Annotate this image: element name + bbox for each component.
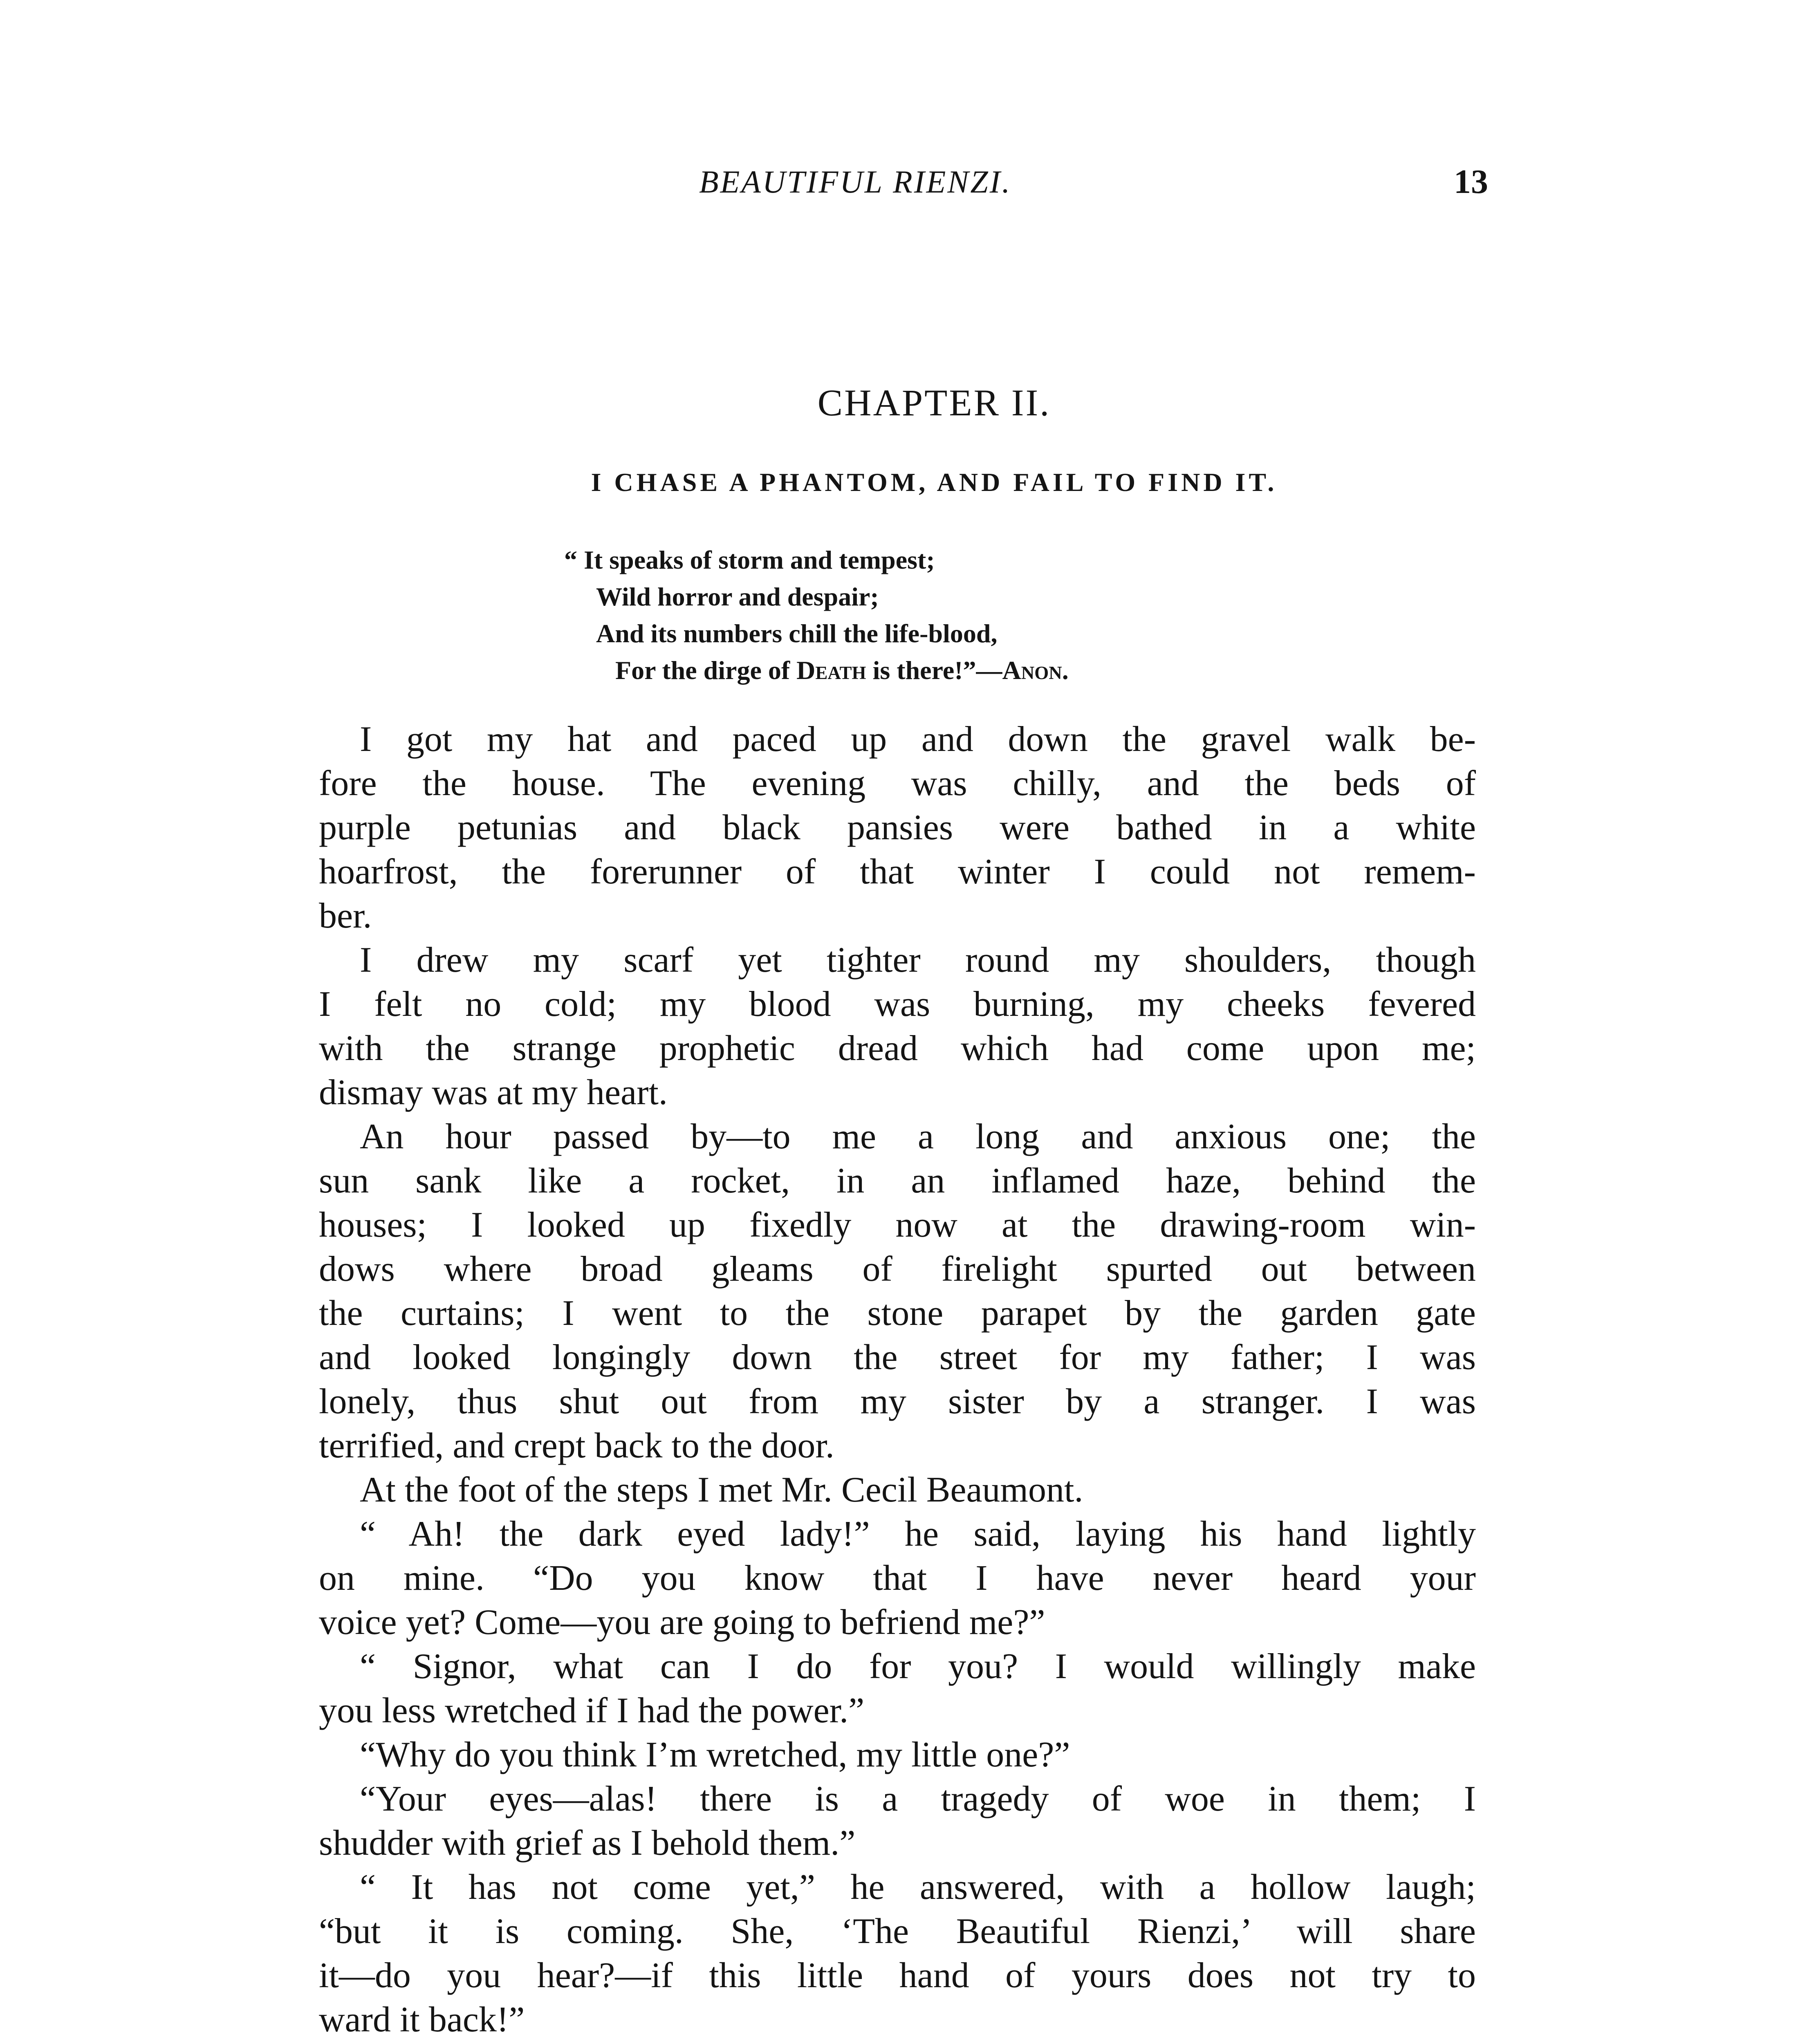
epigraph-attribution: Anon. bbox=[1002, 656, 1069, 685]
body-line: ber. bbox=[319, 896, 372, 936]
epigraph-text: For the dirge of bbox=[615, 656, 797, 685]
body-line bbox=[319, 2042, 1476, 2044]
chapter-title: CHAPTER II. bbox=[817, 382, 1051, 424]
epigraph-text: is there!”— bbox=[866, 656, 1002, 685]
running-title: BEAUTIFUL RIENZI. bbox=[699, 164, 1012, 199]
body-line: houses; I looked up fixedly now at the drawing-room win- bbox=[319, 1205, 1476, 1245]
body-line: with the strange prophetic dread which had come upon me; bbox=[319, 1029, 1476, 1068]
body-line: sun sank like a rocket, in an inflamed haze, behind the bbox=[319, 1161, 1476, 1201]
body-line: and looked longingly down the street for my father; I was bbox=[319, 1338, 1476, 1377]
body-line: you less wretched if I had the power.” bbox=[319, 1691, 865, 1730]
epigraph-death: Death bbox=[796, 656, 866, 685]
body-line: At the foot of the steps I met Mr. Cecil Beaumont. bbox=[360, 1470, 1083, 1510]
page-number: 13 bbox=[1454, 163, 1488, 201]
body-line: I drew my scarf yet tighter round my shoulders, though bbox=[360, 940, 1476, 980]
body-line: “Why do you think I’m wretched, my little one?” bbox=[360, 1735, 1070, 1775]
body-line: purple petunias and black pansies were bathed in a white bbox=[319, 808, 1476, 847]
body-line: the curtains; I went to the stone parapet by the garden gate bbox=[319, 1293, 1476, 1333]
body-line: An hour passed by—to me a long and anxious one; the bbox=[360, 1117, 1476, 1156]
chapter-subtitle: I CHASE A PHANTOM, AND FAIL TO FIND IT. bbox=[591, 468, 1278, 497]
epigraph-line: And its numbers chill the life-blood, bbox=[596, 619, 998, 648]
epigraph-line: “ It speaks of storm and tempest; bbox=[564, 545, 935, 574]
body-line: voice yet? Come—you are going to befriend me?” bbox=[319, 1602, 1045, 1642]
body-line: “Your eyes—alas! there is a tragedy of woe in them; I bbox=[360, 1779, 1476, 1819]
epigraph-line: Wild horror and despair; bbox=[596, 582, 879, 611]
body-line: lonely, thus shut out from my sister by a stranger. I was bbox=[319, 1382, 1476, 1421]
body-line: hoarfrost, the forerunner of that winter I could not remem- bbox=[319, 852, 1476, 892]
running-head bbox=[319, 161, 1488, 211]
body-line: “ It has not come yet,” he answered, with a hollow laugh; bbox=[360, 1867, 1476, 1907]
body-line: I got my hat and paced up and down the gravel walk be- bbox=[360, 719, 1476, 759]
epigraph bbox=[564, 542, 1341, 689]
body-line: “ Ah! the dark eyed lady!” he said, laying his hand lightly bbox=[360, 1514, 1476, 1554]
body-line: it—do you hear?—if this little hand of yours does not try to bbox=[319, 1956, 1476, 1995]
body-line: ward it back!” bbox=[319, 2000, 525, 2040]
body-line: on mine. “Do you know that I have never heard your bbox=[319, 1558, 1476, 1598]
body-line: shudder with grief as I behold them.” bbox=[319, 1823, 856, 1863]
body-text bbox=[319, 717, 1476, 2044]
body-line: “but it is coming. She, ‘The Beautiful Rienzi,’ will share bbox=[319, 1912, 1476, 1951]
body-line: I felt no cold; my blood was burning, my cheeks fevered bbox=[319, 984, 1476, 1024]
epigraph-line bbox=[564, 652, 1341, 689]
body-line: terrified, and crept back to the door. bbox=[319, 1426, 834, 1466]
body-line: fore the house. The evening was chilly, and the beds of bbox=[319, 764, 1476, 803]
body-line: “ Signor, what can I do for you? I would willingly make bbox=[360, 1647, 1476, 1686]
body-line: dows where broad gleams of firelight spurted out between bbox=[319, 1249, 1476, 1289]
body-line: dismay was at my heart. bbox=[319, 1073, 668, 1112]
